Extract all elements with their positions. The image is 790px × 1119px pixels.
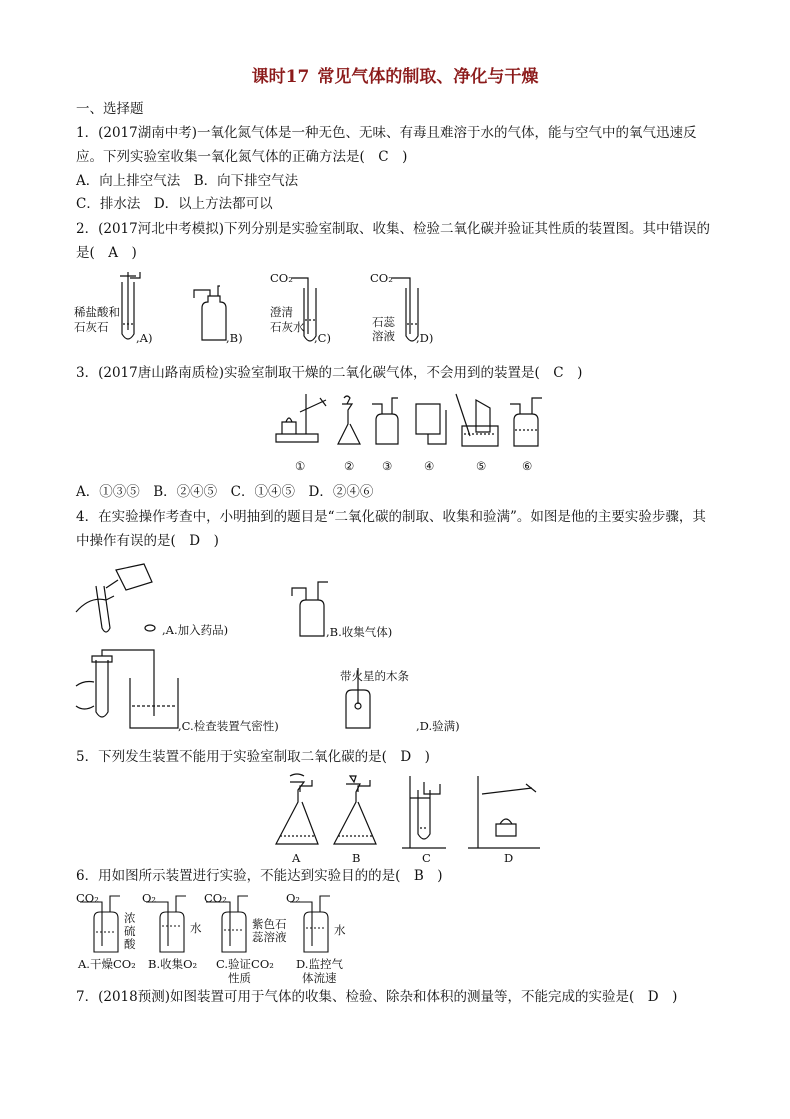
q6-liquid-d: 水 <box>334 923 346 937</box>
q6-caption-c2: 性质 <box>228 971 251 985</box>
q6-caption-d2: 体流速 <box>302 971 337 985</box>
q1-options-cd: C．排水法 D．以上方法都可以 <box>76 196 273 212</box>
q3-device-4 <box>416 404 446 444</box>
q4-figure <box>70 556 530 746</box>
q4-fig-a-apparatus <box>76 564 155 632</box>
q7-line1: 7．(2018预测)如图装置可用于气体的收集、检验、除杂和体积的测量等，不能完成的实验是( D ) <box>76 989 678 1005</box>
q2-fig-d-gas: CO₂ <box>370 271 393 285</box>
section-heading: 一、选择题 <box>76 101 144 117</box>
q6-gas-c: CO₂ <box>204 891 227 905</box>
q4-fig-d-label: 带火星的木条 <box>340 669 409 683</box>
q5-device-c <box>402 776 446 848</box>
q6-gas-a: CO₂ <box>76 891 99 905</box>
q5-label-a: A <box>292 851 301 865</box>
q4-line1: 4．在实验操作考查中，小明抽到的题目是“二氧化碳的制取、收集和验满”。如图是他的主要实验步骤，其 <box>76 509 706 525</box>
q2-fig-c-gas: CO₂ <box>270 271 293 285</box>
q2-fig-a-tag: ,A) <box>136 331 153 345</box>
q3-device-5 <box>456 394 498 446</box>
q3-num-3: ③ <box>382 459 393 473</box>
q2-fig-b-tag: ,B) <box>226 331 243 345</box>
q5-label-c: C <box>422 851 431 865</box>
q4-fig-c-apparatus <box>76 650 178 728</box>
q6-caption-c1: C.验证CO₂ <box>216 957 274 971</box>
q6-liquid-a-3: 酸 <box>124 937 136 951</box>
q3-device-2 <box>338 396 360 444</box>
q3-num-1: ① <box>295 459 306 473</box>
q4-fig-d-tag: ,D.验满) <box>416 719 460 733</box>
q1-line1: 1．(2017湖南中考)一氧化氮气体是一种无色、无味、有毒且难溶于水的气体，能与空气中的氧气迅速反 <box>76 125 697 141</box>
page-title: 课时17 常见气体的制取、净化与干燥 <box>251 67 539 87</box>
q6-line1: 6．用如图所示装置进行实验，不能达到实验目的的是( B ) <box>76 868 443 884</box>
q3-device-1 <box>276 394 326 442</box>
q6-caption-d1: D.监控气 <box>296 957 343 971</box>
q2-fig-c-label1: 澄清 <box>270 305 293 319</box>
q5-label-d: D <box>504 851 514 865</box>
q5-device-b <box>334 776 376 844</box>
q6-caption-b: B.收集O₂ <box>148 957 198 971</box>
q6-liquid-b: 水 <box>190 921 202 935</box>
q3-num-2: ② <box>344 459 355 473</box>
q2-fig-b-apparatus <box>194 286 226 340</box>
q3-num-5: ⑤ <box>476 459 487 473</box>
q6-liquid-c-2: 蕊溶液 <box>252 930 287 944</box>
q2-fig-d-tag: ,D) <box>416 331 434 345</box>
q5-device-d <box>468 776 540 848</box>
q1-options-ab: A．向上排空气法 B．向下排空气法 <box>76 173 299 189</box>
q2-figure <box>70 268 450 358</box>
q4-fig-b-tag: ,B.收集气体) <box>326 625 393 639</box>
q2-fig-a-label1: 稀盐酸和 <box>74 305 120 319</box>
q2-line1: 2．(2017河北中考模拟)下列分别是实验室制取、收集、检验二氧化碳并验证其性质的装置图。其中错误的 <box>76 221 710 237</box>
q3-num-4: ④ <box>424 459 435 473</box>
q6-figure <box>76 892 376 984</box>
q6-liquid-a-1: 浓 <box>124 911 136 925</box>
q5-line1: 5．下列发生装置不能用于实验室制取二氧化碳的是( D ) <box>76 749 430 765</box>
q4-fig-a-tag: ,A.加入药品) <box>162 623 229 637</box>
q4-fig-b-apparatus <box>292 582 328 636</box>
q2-fig-d-label2: 溶液 <box>372 329 395 343</box>
q5-device-a <box>276 774 318 844</box>
q3-figure <box>270 390 550 480</box>
q3-num-6: ⑥ <box>522 459 533 473</box>
q3-device-3 <box>372 398 398 444</box>
q3-line1: 3．(2017唐山路南质检)实验室制取干燥的二氧化碳气体，不会用到的装置是( C ) <box>76 365 583 381</box>
q6-caption-a: A.干燥CO₂ <box>78 957 136 971</box>
q5-label-b: B <box>352 851 361 865</box>
q2-fig-a-label2: 石灰石 <box>74 320 109 334</box>
q2-fig-a-apparatus <box>120 272 140 339</box>
q2-fig-c-tag: ,C) <box>314 331 331 345</box>
q2-fig-c-label2: 石灰水 <box>270 320 305 334</box>
q5-figure <box>270 772 560 866</box>
q4-line2: 中操作有误的是( D ) <box>76 533 219 549</box>
q6-liquid-c-1: 紫色石 <box>252 917 287 931</box>
q3-device-6 <box>510 398 542 446</box>
q1-line2: 应。下列实验室收集一氧化氮气体的正确方法是( C ) <box>76 149 408 165</box>
q6-gas-b: O₂ <box>142 891 157 905</box>
q6-liquid-a-2: 硫 <box>124 924 136 938</box>
q2-line2: 是( A ) <box>76 245 137 261</box>
q2-fig-d-label1: 石蕊 <box>372 315 395 329</box>
q6-gas-d: O₂ <box>286 891 301 905</box>
q3-options: A．①③⑤ B．②④⑤ C．①④⑤ D．②④⑥ <box>76 484 374 500</box>
q4-fig-c-tag: ,C.检查装置气密性) <box>178 719 279 733</box>
q2-fig-d-apparatus <box>392 278 418 341</box>
